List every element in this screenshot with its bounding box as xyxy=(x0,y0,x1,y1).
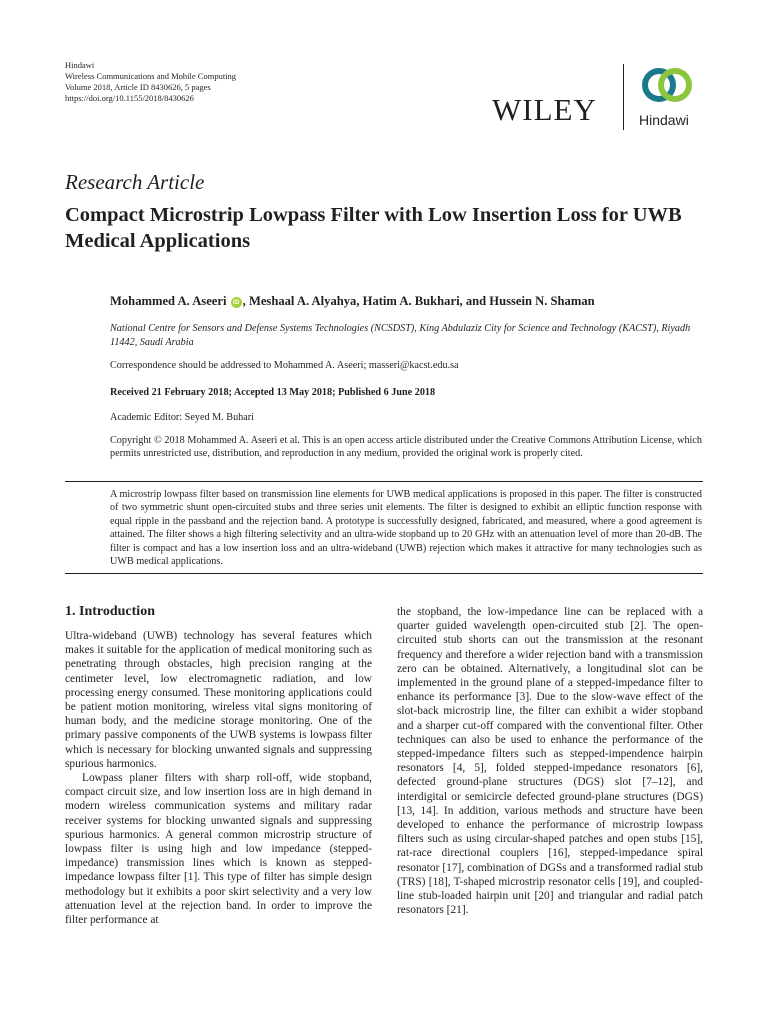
abstract: A microstrip lowpass filter based on transmission line elements for UWB medical applications is proposed in this paper. The filter is constructed of two symmetric shunt open-circuited stubs and three series unit elements. The filter is designed to exhibit an elliptic function response with equal ripple in the passband and the rejection band. A prototype is successfully designed, fabricated, and measured, where a good agreement is attained. The filter shows a high filtering selectivity and an ultra-wide stopband up to 20 GHz with an attenuation level of more than 20-dB. The filter is compact and has a low insertion loss and an ultra-wideband (UWB) rejection which makes it attractive for many technologies such as UWB medical applications. xyxy=(110,489,702,568)
wiley-logo: WILEY xyxy=(492,92,597,127)
section-heading: 1. Introduction xyxy=(65,604,155,619)
article-type: Research Article xyxy=(65,170,205,194)
abstract-top-rule xyxy=(65,481,703,482)
first-author: Mohammed A. Aseeri xyxy=(110,294,227,308)
correspondence: Correspondence should be addressed to Mohammed A. Aseeri; masseri@kacst.edu.sa xyxy=(110,360,459,371)
hindawi-logo-icon xyxy=(638,62,696,108)
other-authors: , Meshaal A. Alyahya, Hatim A. Bukhari, and Hussein N. Shaman xyxy=(242,294,595,308)
body-column-right xyxy=(397,605,703,917)
abstract-bottom-rule xyxy=(65,573,703,574)
doi-link[interactable]: https://doi.org/10.1155/2018/8430626 xyxy=(65,93,194,103)
paragraph: the stopband, the low-impedance line can be replaced with a quarter guided wavelength open-circuited stub [2]. The open-circuited stub shorts can out the transmission at the resonant frequency and therefore a wider rejection band with a transmission zero can be obtained. Alternatively, a longitudinal slot can be implemented in the ground plane of a stepped-impedance filter to enhance its performance [3]. Due to the slow-wave effect of the slot-back microstrip line, the filter can exhibit a wider stopband and a sharper cut-off compared with the conventional filter. Other techniques can also be used to enhance the performance of the stepped-impedance filters such as stepped-impendence hairpin resonators [4, 5], folded stepped-impedance resonators [6], defected ground-plane structures (DGS) slot [7–12], and interdigital or semicircle defected ground-plane structures (DGS) [13, 14]. In addition, various methods and structure have been developed to enhance the performance of microstrip lowpass filters such as using circular-shaped patches and open stubs [15], rat-race directional couplers [16], stepped-impedance spiral resonator [17], combination of DGSs and a transformed radial stub (TRS) [18], T-shaped microstrip resonator cells [19], and coupled-line stub-loaded hairpin unit [20] and triangular and radial patch resonators [21]. xyxy=(397,606,703,917)
journal-name: Wireless Communications and Mobile Computing xyxy=(65,71,237,81)
copyright-notice: Copyright © 2018 Mohammed A. Aseeri et al. This is an open access article distributed under the Creative Commons Attribution License, which permits unrestricted use, distribution, and reproduction in any medium, provided the original work is properly cited. xyxy=(110,435,702,460)
logo-divider xyxy=(623,64,624,130)
journal-header xyxy=(65,60,236,104)
affiliation: National Centre for Sensors and Defense Systems Technologies (NCSDST), King Abdulaziz City for Science and Technology (KACST), Riyadh 11442, Saudi Arabia xyxy=(110,323,691,348)
paper-title: Compact Microstrip Lowpass Filter with Low Insertion Loss for UWB Medical Applications xyxy=(65,204,682,252)
paragraph: Ultra-wideband (UWB) technology has several features which makes it suitable for the application of medical monitoring such as penetrating through obstacles, high precision ranging at the centimeter level, low electromagnetic radiation, and low processing energy consumed. These monitoring applications could be patient motion monitoring, wireless vital signs monitoring of human body, and the medicine storage monitoring. One of the primary passive components of the UWB systems is lowpass filter which is necessary for blocking unwanted signals and suppressing spurious harmonics. xyxy=(65,630,372,770)
body-column-left xyxy=(65,629,372,927)
hindawi-wordmark: Hindawi xyxy=(639,112,689,128)
volume-info: Volume 2018, Article ID 8430626, 5 pages xyxy=(65,82,211,92)
publisher-name: Hindawi xyxy=(65,60,95,70)
paragraph: Lowpass planer filters with sharp roll-off, wide stopband, compact circuit size, and low insertion loss are in high demand in modern wireless communication systems and military radar receiver systems for blocking unwanted signals and suppressing spurious harmonics. A general common microstrip structure of lowpass filter is using high and low impedance (stepped-impedance) transmission lines which is known as stepped-impedance lowpass filter [1]. This type of filter has simple design methodology but it exhibits a poor skirt selectivity and a very low attenuation level at the rejection band. In order to improve the filter performance at xyxy=(65,772,372,927)
author-list xyxy=(110,294,730,309)
publication-dates: Received 21 February 2018; Accepted 13 May 2018; Published 6 June 2018 xyxy=(110,387,436,398)
academic-editor: Academic Editor: Seyed M. Buhari xyxy=(110,412,255,423)
orcid-icon[interactable]: iD xyxy=(231,297,242,308)
